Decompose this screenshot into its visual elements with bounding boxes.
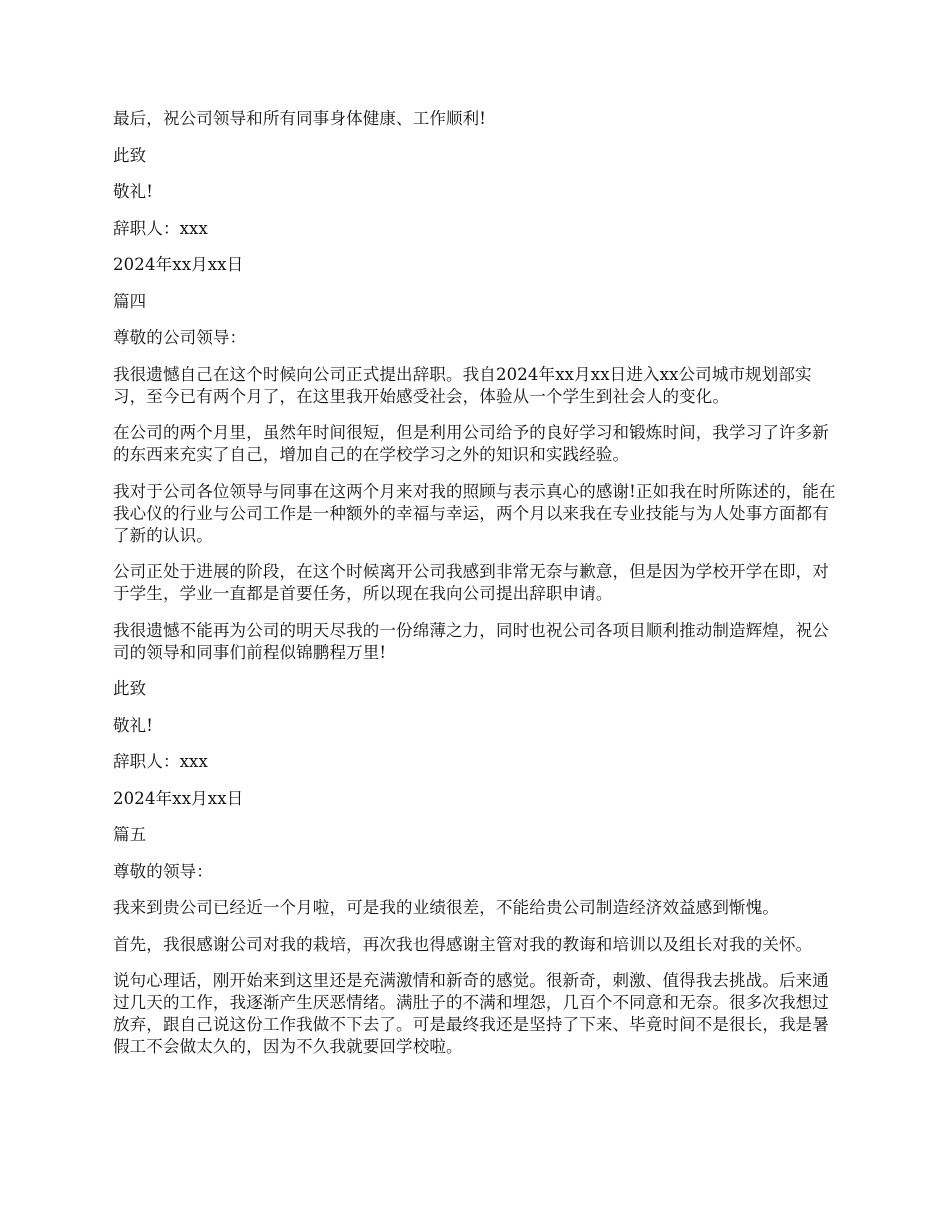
signature-line: 辞职人：xxx — [113, 752, 208, 771]
salutation-jingli: 敬礼! — [113, 715, 154, 735]
body-paragraph: 在公司的两个月里，虽然年时间很短，但是利用公司给予的良好学习和锻炼时间，我学习了许多新的东西来充实了自己，增加自己的在学校学习之外的知识和实践经验。 — [113, 423, 829, 464]
date-line: 2024年xx月xx日 — [113, 255, 244, 274]
letter-greeting: 尊敬的公司领导： — [113, 328, 247, 347]
body-paragraph: 我来到贵公司已经近一个月啦，可是我的业绩很差，不能给贵公司制造经济效益感到惭愧。 — [113, 898, 779, 917]
closing-wish: 最后，祝公司领导和所有同事身体健康、工作顺利! — [113, 109, 487, 128]
salutation-cizhi: 此致 — [113, 679, 147, 698]
salutation-jingli: 敬礼! — [113, 182, 154, 201]
section-heading-4: 篇四 — [113, 291, 147, 311]
body-paragraph: 首先，我很感谢公司对我的栽培，再次我也得感谢主管对我的教诲和培训以及组长对我的关怀。 — [113, 934, 813, 954]
body-paragraph: 说句心理话，刚开始来到这里还是充满激情和新奇的感觉。很新奇，刺激、值得我去挑战。后来通过几天的工作，我逐渐产生厌恶情绪。满肚子的不满和埋怨，几百个不同意和无奈。很多次我想过放弃，跟自己说这份工作我做不下去了。可是最终我还是坚持了下来、毕竟时间不是很长，我是暑假工不会做太久的，因为不久我就要回学校啦。 — [113, 971, 829, 1056]
salutation-cizhi: 此致 — [113, 145, 147, 165]
body-paragraph: 我很遗憾自己在这个时候向公司正式提出辞职。我自2024年xx月xx日进入xx公司城市规划部实习，至今已有两个月了，在这里我开始感受社会，体验从一个学生到社会人的变化。 — [113, 364, 812, 406]
letter-greeting: 尊敬的领导： — [113, 861, 213, 881]
document-page — [113, 108, 839, 1073]
section-heading-5: 篇五 — [113, 825, 147, 844]
signature-line: 辞职人：xxx — [113, 218, 208, 238]
date-line: 2024年xx月xx日 — [113, 788, 244, 808]
body-paragraph: 我很遗憾不能再为公司的明天尽我的一份绵薄之力，同时也祝公司各项目顺利推动制造辉煌，祝公司的领导和同事们前程似锦鹏程万里! — [113, 620, 829, 662]
body-paragraph: 公司正处于进展的阶段，在这个时候离开公司我感到非常无奈与歉意，但是因为学校开学在即，对于学生，学业一直都是首要任务，所以现在我向公司提出辞职申请。 — [113, 562, 829, 603]
body-paragraph: 我对于公司各位领导与同事在这两个月来对我的照顾与表示真心的感谢!正如我在时所陈述的，能在我心仪的行业与公司工作是一种额外的幸福与幸运，两个月以来我在专业技能与为人处事方面都有了新的认识。 — [113, 481, 836, 545]
